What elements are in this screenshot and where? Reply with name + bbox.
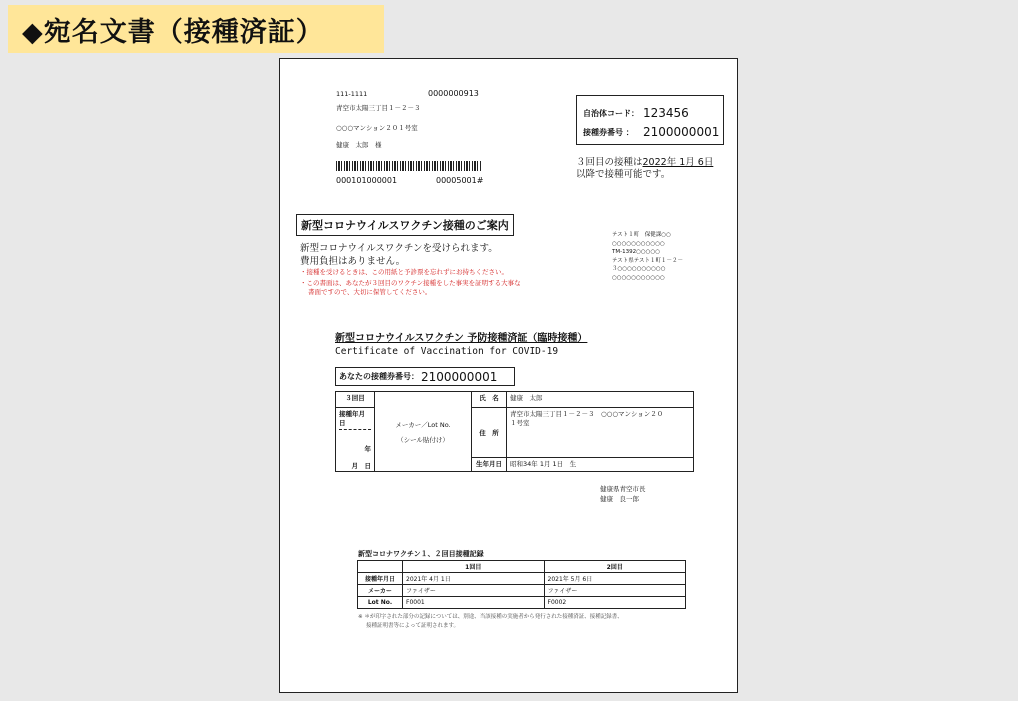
name-label: 氏 名 — [472, 392, 507, 408]
history-cell: 2021年 4月 1日 — [403, 573, 545, 585]
certificate-number-box — [335, 367, 515, 386]
certificate-table — [335, 391, 694, 472]
issuer-line2: 健康 良一郎 — [600, 495, 639, 503]
schedule-date: 2022年 1月 6日 — [642, 157, 714, 168]
history-cell: ファイザー — [544, 585, 686, 597]
address-line2: ○○○マンション２０１号室 — [336, 124, 418, 132]
address-line1: 青空市太陽三丁目１－２－３ — [336, 104, 421, 112]
guide-note2a: ・この書面は、あなたが３回目のワクチン接種をした事実を証明する大事な — [300, 279, 521, 287]
history-row — [358, 573, 686, 585]
certificate-address-line1: 青空市太陽三丁目１－２－３ ○○○マンション２０ — [510, 410, 664, 418]
certificate-address-line2: １号室 — [510, 419, 530, 427]
birth-label: 生年月日 — [472, 458, 507, 472]
office-line2: ○○○○○○○○○○○ — [612, 240, 665, 247]
history-row-label: メーカー — [358, 585, 403, 597]
history-row-label: Lot No. — [358, 597, 403, 609]
barcode-left-number: 000101000001 — [336, 176, 398, 185]
guide-title: 新型コロナウイルスワクチン接種のご案内 — [296, 214, 514, 236]
office-line5: ３○○○○○○○○○○ — [612, 266, 666, 273]
municipality-code-label: 自治体コード： — [583, 109, 639, 118]
history-cell: ファイザー — [403, 585, 545, 597]
history-cell: F0001 — [403, 597, 545, 609]
slide-title: ◆宛名文書（接種済証） — [8, 5, 384, 53]
dose-cell: ３回目 — [336, 392, 375, 408]
recipient-name: 健康 太郎 様 — [336, 141, 382, 149]
history-col2: 2回目 — [544, 561, 686, 573]
postal-code: 111-1111 — [336, 90, 368, 98]
history-row-label: 接種年月日 — [358, 573, 403, 585]
guide-note2b: 書面ですので、大切に保管してください。 — [308, 288, 432, 296]
history-row — [358, 585, 686, 597]
postal-barcode — [336, 161, 482, 171]
certificate-number-value: 2100000001 — [421, 369, 498, 384]
barcode-right-number: 00005001# — [436, 176, 484, 185]
history-row — [358, 597, 686, 609]
vaccination-date-cell — [336, 408, 375, 472]
history-table — [357, 560, 686, 609]
year-label: 年 — [364, 445, 371, 453]
sticker-label: （シール貼付け） — [397, 435, 449, 444]
certificate-title-jp: 新型コロナウイルスワクチン 予防接種済証（臨時接種） — [335, 333, 588, 344]
guide-line2: 費用負担はありません。 — [300, 256, 406, 267]
vaccination-document — [279, 58, 738, 693]
maker-label: メーカー／Lot No. — [395, 420, 451, 429]
certificate-number-label: あなたの接種券番号： — [339, 372, 419, 381]
schedule-line2: 以降で接種可能です。 — [576, 169, 671, 180]
name-value: 健康 太郎 — [507, 392, 694, 408]
month-day-label: 月 日 — [351, 462, 371, 470]
office-line4: テスト県テスト１町１－２－ — [612, 257, 684, 264]
address-label: 住 所 — [472, 408, 507, 458]
history-note2: 接種証明書等によって証明されます。 — [366, 623, 460, 629]
schedule-prefix: ３回目の接種は — [576, 157, 643, 168]
maker-cell — [375, 392, 472, 472]
history-cell: 2021年 5月 6日 — [544, 573, 686, 585]
issuer-line1: 健康県青空市長 — [600, 485, 646, 493]
voucher-number-label: 接種券番号 ： — [583, 128, 634, 137]
certificate-title-en: Certificate of Vaccination for COVID-19 — [335, 346, 559, 357]
history-col1: 1回目 — [403, 561, 545, 573]
history-title: 新型コロナワクチン１、２回目接種記録 — [358, 550, 484, 558]
history-cell: F0002 — [544, 597, 686, 609]
code-box — [576, 95, 724, 145]
birth-value: 昭和34年 1月 1日 生 — [507, 458, 694, 472]
office-line1: テスト１町 保健課○○ — [612, 232, 671, 238]
vaccination-date-label: 接種年月日 — [339, 409, 371, 430]
office-line3: TM-1392○○○○○ — [612, 249, 661, 256]
issuing-office — [612, 231, 683, 283]
voucher-number-value: 2100000001 — [643, 125, 720, 139]
guide-line1: 新型コロナウイルスワクチンを受けられます。 — [300, 243, 498, 254]
office-line6: ○○○○○○○○○○○ — [612, 274, 665, 281]
guide-note1: ・接種を受けるときは、この用紙と予診票を忘れずにお持ちください。 — [300, 268, 508, 276]
history-note1: ※ ＊が印字された部分の記録については、別途、当該接種の実施者から発行された接種済証、接種記録書、 — [358, 614, 623, 620]
address-cell — [507, 408, 694, 458]
document-number: 0000000913 — [428, 89, 479, 98]
history-header-blank — [358, 561, 403, 573]
municipality-code-value: 123456 — [643, 106, 689, 120]
